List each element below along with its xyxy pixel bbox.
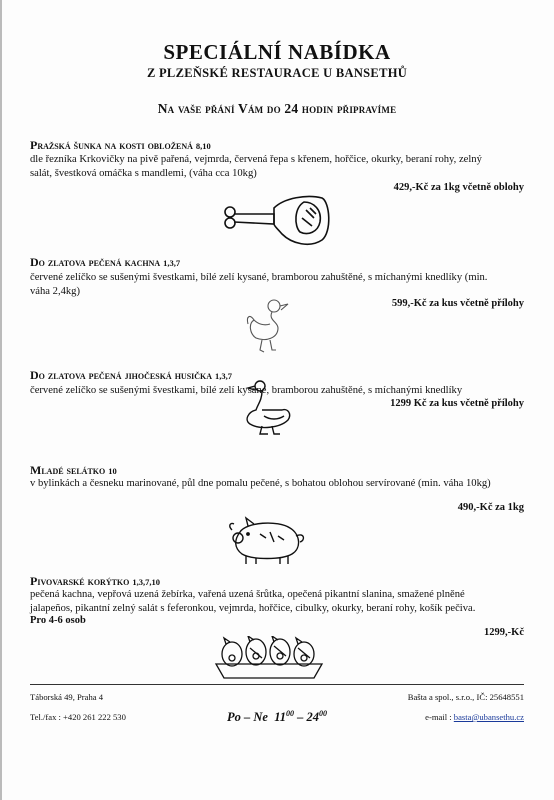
item-name-text: Mladé selátko — [30, 463, 106, 477]
footer-divider — [30, 684, 524, 685]
hours-open-min: 00 — [286, 709, 295, 718]
item-name-ham — [30, 138, 211, 153]
hours-open: 11 — [274, 710, 287, 725]
item-price-piglet: 490,-Kč za 1kg — [457, 502, 524, 513]
footer-phone: Tel./fax : +420 261 222 530 — [30, 712, 126, 722]
hours-close-min: 00 — [319, 709, 328, 718]
item-note-trough: Pro 4-6 osob — [30, 615, 86, 626]
footer-address: Táborská 49, Praha 4 — [30, 692, 104, 702]
item-name-piglet — [30, 463, 117, 478]
page-tagline: Na vaše přání Vám do 24 hodin připravíme — [157, 101, 397, 116]
item-name-text: Do zlatova pečená kachna — [30, 255, 161, 269]
allergen-codes: 1,3,7 — [215, 371, 233, 381]
allergen-codes: 10 — [108, 466, 117, 476]
page-subtitle: Z PLZEŇSKÉ RESTAURACE U BANSETHŮ — [146, 66, 408, 80]
allergen-codes: 1,3,7,10 — [132, 577, 160, 587]
scan-edge — [0, 0, 2, 800]
email-label: e-mail : — [425, 712, 454, 722]
hours-days: Po – Ne — [226, 710, 268, 725]
email-link[interactable]: basta@ubansethu.cz — [453, 712, 524, 722]
footer-company: Bašta a spol., s.r.o., IČ: 25648551 — [407, 692, 524, 702]
hours-separator: – — [294, 710, 307, 725]
pigs-trough-icon — [210, 636, 328, 680]
pig-icon — [226, 512, 310, 568]
item-description-ham: dle řezníka Krkovičky na pivě pařená, vejmrda, červená řepa s křenem, hořčice, okurky, beraní rohy, zelný salát, švestková omáčka s mandlemi, (váha cca 10kg) — [30, 154, 482, 179]
item-name-text: Pražská šunka na kosti obložená — [30, 138, 193, 152]
item-price-ham: 429,-Kč za 1kg včetně oblohy — [393, 182, 524, 193]
ham-leg-icon — [222, 192, 334, 250]
item-description-trough: pečená kachna, vepřová uzená žebírka, vařená uzená šrůtka, opečená pikantní slanina, smažené plněné jalapeños, pikantní zelný salát s feferonkou, vejmrda, hořčice, cibulky, okurky, beraní rohy, košík pečiva. — [30, 589, 476, 614]
duck-icon — [244, 294, 300, 356]
item-description-goose: červené zelíčko se sušenými švestkami, bílé zelí kysané, bramborou zahuštěné, s míchanými knedlíky — [30, 385, 463, 396]
allergen-codes: 8,10 — [195, 141, 211, 151]
page-title: SPECIÁLNÍ NABÍDKA — [163, 40, 391, 64]
item-price-goose: 1299 Kč za kus včetně přílohy — [390, 398, 524, 409]
item-name-text: Pivovarské korýtko — [30, 574, 130, 588]
item-name-text: Do zlatova pečená jihočeská husička — [30, 368, 213, 382]
item-price-duck: 599,-Kč za kus včetně přílohy — [391, 298, 524, 309]
item-name-goose — [30, 368, 232, 383]
footer-email — [425, 712, 524, 722]
item-name-trough — [30, 574, 160, 589]
hours-close: 24 — [306, 710, 320, 725]
allergen-codes: 1,3,7 — [163, 258, 181, 268]
item-price-trough: 1299,-Kč — [484, 627, 524, 638]
item-description-piglet: v bylinkách a česneku marinované, půl dne pomalu pečené, s bohatou oblohou servírované (min. váha 10kg) — [30, 478, 491, 489]
item-name-duck — [30, 255, 180, 270]
goose-icon — [238, 378, 300, 438]
item-description-duck: červené zelíčko se sušenými švestkami, bílé zelí kysané, bramborou zahuštěné, s míchanými knedlíky (min. váha 2,4kg) — [30, 272, 488, 297]
